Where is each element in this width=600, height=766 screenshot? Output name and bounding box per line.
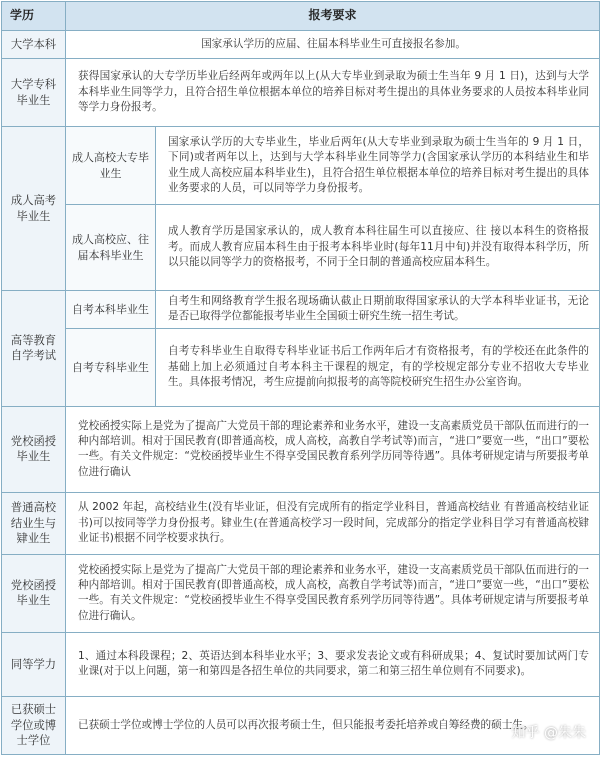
row-category: 已获硕士学位或博士学位 xyxy=(2,696,66,754)
header-requirements: 报考要求 xyxy=(66,2,600,31)
row-category: 党校函授毕业生 xyxy=(2,406,66,492)
row-requirement: 从 2002 年起，高校结业生(没有毕业证，但没有完成所有的指定学业科目，普通高校结业 有普通高校结业证书)可以按同等学力身份报考。肄业生(在普通高校学习一段时间，完成部分的指定学业科目学习有普通高校肄业证书)根据不同学校要求执行。 xyxy=(66,492,600,554)
zhihu-watermark: 知乎 @朱朱 xyxy=(511,725,586,741)
row-requirement: 国家承认学历的大专毕业生，毕业后两年(从大专毕业到录取为硕士生当年的 9 月 1 日，下同)或者两年以上，达到与大学本科毕业生同等学力(含国家承认学历的本科结业生和毕业生成人高校应届本科毕业生)，且符合招生单位根据本单位的培养目标对考生提出的具体业务要求的人员，可以同等学力身份报考。 xyxy=(156,127,600,205)
table-row xyxy=(2,406,600,492)
row-category: 大学本科 xyxy=(2,31,66,59)
admission-requirements-table xyxy=(1,1,600,755)
row-category: 高等教育自学考试 xyxy=(2,291,66,407)
table-row xyxy=(2,696,600,754)
table-row xyxy=(2,31,600,59)
row-category: 大学专科毕业生 xyxy=(2,59,66,127)
row-requirement: 获得国家承认的大专学历毕业后经两年或两年以上(从大专毕业到录取为硕士生当年 9 月 1 日)，达到与大学本科毕业生同等学力，且符合招生单位根据本单位的培养目标对考生提出的具体业务要求的人员按本科毕业同等学力身份报考。 xyxy=(66,59,600,127)
table-row xyxy=(2,291,600,329)
row-requirement: 党校函授实际上是党为了提高广大党员干部的理论素养和业务水平，建设一支高素质党员干部队伍而进行的一种内部培训。相对于国民教育(即普通高校，成人高校，高教自学考试等)而言，“进口”要宽一些，“出口”要松一些。有关文件规定：“党校函授毕业生不得享受国民教育系列学历同等待遇”。具体考研规定请与所要报考单位进行确认 xyxy=(66,406,600,492)
table-row xyxy=(2,554,600,632)
row-category: 成人高考毕业生 xyxy=(2,127,66,291)
table-row xyxy=(2,127,600,205)
row-requirement: 自考专科毕业生自取得专科毕业证书后工作两年后才有资格报考，有的学校还在此条件的基础上加上必须通过自考本科主干课程的规定，有的学校规定部分专业不招收大专毕业生。具体报考情况，考生应提前向拟报考的高等院校研究生招生办公室咨询。 xyxy=(156,328,600,406)
row-subcategory: 成人高校大专毕业生 xyxy=(66,127,156,205)
table-row xyxy=(2,59,600,127)
row-category: 同等学力 xyxy=(2,632,66,696)
row-category: 普通高校结业生与肄业生 xyxy=(2,492,66,554)
table-row xyxy=(2,632,600,696)
row-requirement: 自考生和网络教育学生报名现场确认截止日期前取得国家承认的大学本科毕业证书，无论是否已取得学位都能报考毕业生全国硕士研究生统一招生考试。 xyxy=(156,291,600,329)
table-header-row xyxy=(2,2,600,31)
table-row xyxy=(2,328,600,406)
row-requirement: 已获硕士学位或博士学位的人员可以再次报考硕士生，但只能报考委托培养或自筹经费的硕士生。 xyxy=(66,696,600,754)
header-education: 学历 xyxy=(2,2,66,31)
row-category: 党校函授毕业生 xyxy=(2,554,66,632)
row-subcategory: 自考专科毕业生 xyxy=(66,328,156,406)
row-requirement: 1、通过本科段课程；2、英语达到本科毕业水平；3、要求发表论文或有科研成果；4、复试时要加试两门专业课(对于以上问题，第一和第四是各招生单位的共同要求，第二和第三招生单位则有不同要求)。 xyxy=(66,632,600,696)
table-row xyxy=(2,205,600,291)
row-requirement: 国家承认学历的应届、往届本科毕业生可直接报名参加。 xyxy=(66,31,600,59)
row-requirement: 党校函授实际上是党为了提高广大党员干部的理论素养和业务水平，建设一支高素质党员干部队伍而进行的一种内部培训。相对于国民教育(即普通高校，成人高校，高教自学考试等)而言，“进口”要宽一些，“出口”要松一些。有关文件规定：“党校函授毕业生不得享受国民教育系列学历同等待遇”。具体考研规定请与所要报考单位进行确认。 xyxy=(66,554,600,632)
table-row xyxy=(2,492,600,554)
row-requirement: 成人教育学历是国家承认的，成人教育本科往届生可以直接应、往 接以本科生的资格报考。而成人教育应届本科生由于报考本科毕业时(每年11月中旬)并没有取得本科学历，所以只能以同等学力的资格报考，不同于全日制的普通高校应届本科生。 xyxy=(156,205,600,291)
row-subcategory: 成人高校应、往届本科毕业生 xyxy=(66,205,156,291)
row-subcategory: 自考本科毕业生 xyxy=(66,291,156,329)
